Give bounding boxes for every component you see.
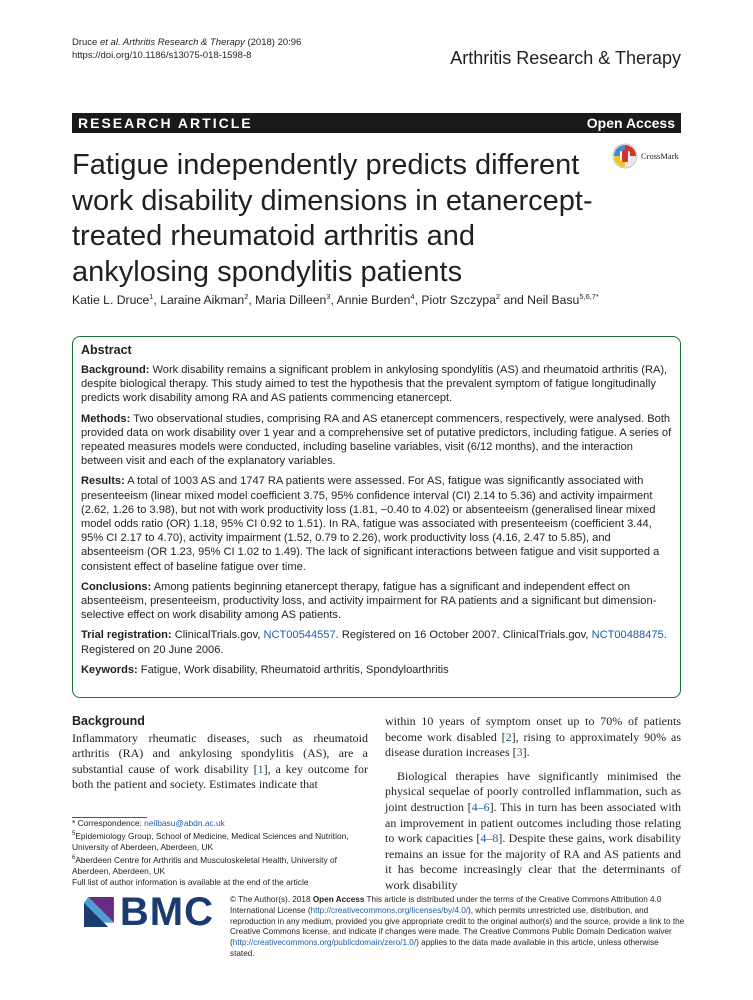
affiliation-6: [72, 853, 368, 877]
author-affiliation-sup: 1: [149, 292, 154, 301]
body-text: Biological therapies have significantly minimised the physical sequelae of poorly controlled inflammation, such as joint destruction [: [385, 768, 681, 814]
abstract-conclusions-text: Among patients beginning etanercept therapy, fatigue has a significant and independent effect on absenteeism, presenteeism, productivity loss, and activity impairment for RA patients and a significant but dimension-selective effect on work disability among AS patients.: [81, 580, 657, 622]
license-text: This article is distributed under the terms of the Creative Commons Attribution 4.0 International License (: [230, 895, 662, 915]
journal-name: Arthritis Research & Therapy: [450, 48, 681, 68]
body-paragraph: [385, 714, 681, 761]
author-name: Neil Basu: [527, 293, 580, 308]
affiliation-text: Aberdeen Centre for Arthritis and Musculoskeletal Health, University of Aberdeen, Aberdeen, UK: [72, 854, 337, 876]
correspondence-email-link[interactable]: neilbasu@abdn.ac.uk: [144, 818, 225, 828]
author-separator: ,: [330, 293, 337, 308]
license-statement: [230, 895, 685, 960]
citation-year: (2018) 20:96: [244, 37, 302, 48]
body-text: ]. Despite these gains, work disability remains an issue for the majority of RA and AS patients and it has become increasingly clear that the determinants of work disability: [385, 831, 682, 892]
author-affiliation-sup: 5,6,7*: [579, 292, 599, 301]
abstract-keywords-label: Keywords:: [81, 663, 138, 676]
doi-link[interactable]: https://doi.org/10.1186/s13075-018-1598-8: [72, 50, 252, 61]
abstract-conclusions-label: Conclusions:: [81, 580, 152, 593]
abstract-methods-text: Two observational studies, comprising RA and AS etanercept commencers, respectively, were analysed. Both provided data on work disability over 1 year and a comprehensive set of putative predictors, including fatigue. A series of repeated measures models were conducted, including baseline variables, visit (6/12 months), and the interaction between visit and each of the explanatory variables.: [81, 412, 672, 468]
abstract-keywords-text: Fatigue, Work disability, Rheumatoid arthritis, Spondyloarthritis: [137, 663, 449, 676]
abstract-background: [81, 363, 672, 406]
citation-journal: et al. Arthritis Research & Therapy: [99, 37, 245, 48]
affiliation-5: [72, 829, 368, 853]
license-text: © The Author(s). 2018: [230, 895, 313, 904]
correspondence-label: * Correspondence:: [72, 818, 145, 828]
license-text: ), which permits unrestricted use, distribution, and reproduction in any medium, provided you give appropriate credit to the original author(s) and the source, provide a link to the Creative Commons license, and indicate if changes were made. The Creative Commons Public Domain Dedication waiver (: [230, 905, 685, 948]
correspondence-note: [72, 818, 368, 829]
reference-link[interactable]: 4–6: [471, 799, 490, 814]
body-text: Inflammatory rheumatic diseases, such as rheumatoid arthritis (RA) and ankylosing spondylitis (AS), are a substantial cause of work disability [: [72, 730, 368, 776]
trial-text-pre: ClinicalTrials.gov,: [171, 629, 264, 642]
author-separator: ,: [153, 293, 161, 308]
body-text: ].: [522, 745, 530, 760]
full-author-info-note: Full list of author information is available at the end of the article: [72, 876, 309, 887]
body-text: within 10 years of symptom onset up to 70% of patients become work disabled [: [385, 714, 681, 744]
bmc-logo-text: BMC: [119, 889, 214, 934]
author-affiliation-sup: 2: [495, 292, 501, 301]
affiliation-sup: 5: [72, 831, 76, 837]
body-column-right: [385, 714, 681, 894]
article-type-label: RESEARCH ARTICLE: [78, 115, 253, 131]
body-text: ], a key outcome for both the patient and society. Estimates indicate that: [72, 761, 368, 792]
abstract-conclusions: [81, 580, 672, 623]
abstract-trial-registration: [81, 628, 672, 656]
author-affiliation-sup: 2: [244, 292, 249, 301]
footnotes: [72, 818, 368, 888]
author-separator: ,: [248, 293, 256, 308]
affiliation-text: Epidemiology Group, School of Medicine, Medical Sciences and Nutrition, University of Aberdeen, Aberdeen, UK: [72, 830, 349, 852]
abstract-results: [81, 474, 672, 573]
license-open-access-label: Open Access: [312, 895, 365, 904]
citation-authors: Druce: [72, 37, 100, 48]
body-column-left: [72, 714, 368, 793]
bmc-logo-icon: [84, 891, 114, 933]
crossmark-label: CrossMark: [641, 151, 679, 161]
abstract-keywords: [81, 663, 672, 677]
reference-link[interactable]: 4–8: [480, 831, 499, 846]
author-separator: ,: [414, 293, 422, 308]
license-text: ) applies to the data made available in this article, unless otherwise stated.: [230, 938, 659, 958]
abstract-background-label: Background:: [81, 364, 150, 376]
reference-link[interactable]: 2: [505, 729, 512, 744]
section-heading-background: Background: [72, 714, 145, 728]
reference-link[interactable]: 3: [516, 745, 523, 760]
author-name: Maria Dilleen: [255, 293, 327, 308]
abstract-background-text: Work disability remains a significant problem in ankylosing spondylitis (AS) and rheumatoid arthritis (RA), despite biological therapy. This study aimed to test the hypothesis that the prevalent symptom of fatigue longitudinally predicts work disability among RA and AS patients commencing etanercept.: [81, 364, 668, 405]
open-access-label: Open Access: [586, 115, 675, 131]
body-paragraph: [385, 769, 681, 894]
article-type-bar: [72, 113, 681, 133]
license-cc0-link[interactable]: http://creativecommons.org/publicdomain/zero/1.0/: [232, 938, 417, 948]
crossmark-icon: [612, 143, 638, 169]
body-paragraph: [72, 731, 368, 793]
author-name: Piotr Szczypa: [421, 293, 496, 308]
abstract-box: [72, 336, 681, 698]
author-affiliation-sup: 3: [326, 292, 331, 301]
abstract-methods-label: Methods:: [81, 412, 131, 425]
article-title: Fatigue independently predicts different work disability dimensions in etanercept-treated rheumatoid arthritis and ankylosing spondylitis patients: [72, 149, 593, 288]
author-list: [72, 292, 599, 307]
author-name: Katie L. Druce: [72, 293, 150, 308]
license-cc-by-link[interactable]: http://creativecommons.org/licenses/by/4.0/: [310, 905, 469, 915]
author-name: Laraine Aikman: [160, 293, 245, 308]
abstract-results-label: Results:: [81, 475, 125, 488]
author-affiliation-sup: 4: [410, 292, 415, 301]
citation-header: [72, 36, 301, 62]
abstract-results-text: A total of 1003 AS and 1747 RA patients were assessed. For AS, fatigue was significantly associated with presenteeism (linear mixed model coefficient 3.75, 95% confidence interval (CI) 2.14 to 5.36) and activity impairment (2.62, 1.26 to 3.98), but not with work productivity loss (1.81, −0.40 to 4.02) or absenteeism (generalised linear mixed model odds ratio (OR) 1.18, 95% CI 0.92 to 1.51). In RA, fatigue was associated with presenteeism (coefficient 3.44, 95% CI 2.17 to 4.70), activity impairment (1.52, 0.79 to 2.26), work productivity loss (4.16, 2.47 to 5.85), and absenteeism (OR 1.23, 95% CI 1.02 to 1.49). The lack of significant interactions between fatigue and visit supported a consistent effect of baseline fatigue over time.: [81, 475, 660, 573]
body-text: ], rising to approximately 90% as disease duration increases [: [385, 729, 681, 760]
trial-link-nct00488475[interactable]: NCT00488475: [591, 629, 664, 642]
reference-link[interactable]: 1: [257, 761, 264, 776]
trial-link-nct00544557[interactable]: NCT00544557: [263, 629, 336, 642]
author-separator: and: [500, 293, 528, 308]
author-name: Annie Burden: [336, 293, 411, 308]
abstract-trial-label: Trial registration:: [81, 629, 172, 642]
bmc-logo: [84, 889, 214, 935]
abstract-heading: Abstract: [81, 343, 132, 357]
trial-text-post: . Registered on 20 June 2006.: [81, 629, 667, 656]
body-text: ]. This in turn has been associated with an improvement in patient outcomes including those relating to work capacities [: [385, 799, 681, 846]
affiliation-sup: 6: [72, 854, 76, 861]
trial-text-mid: . Registered on 16 October 2007. ClinicalTrials.gov,: [335, 629, 592, 642]
abstract-methods: [81, 412, 672, 469]
crossmark-button[interactable]: [612, 141, 688, 171]
